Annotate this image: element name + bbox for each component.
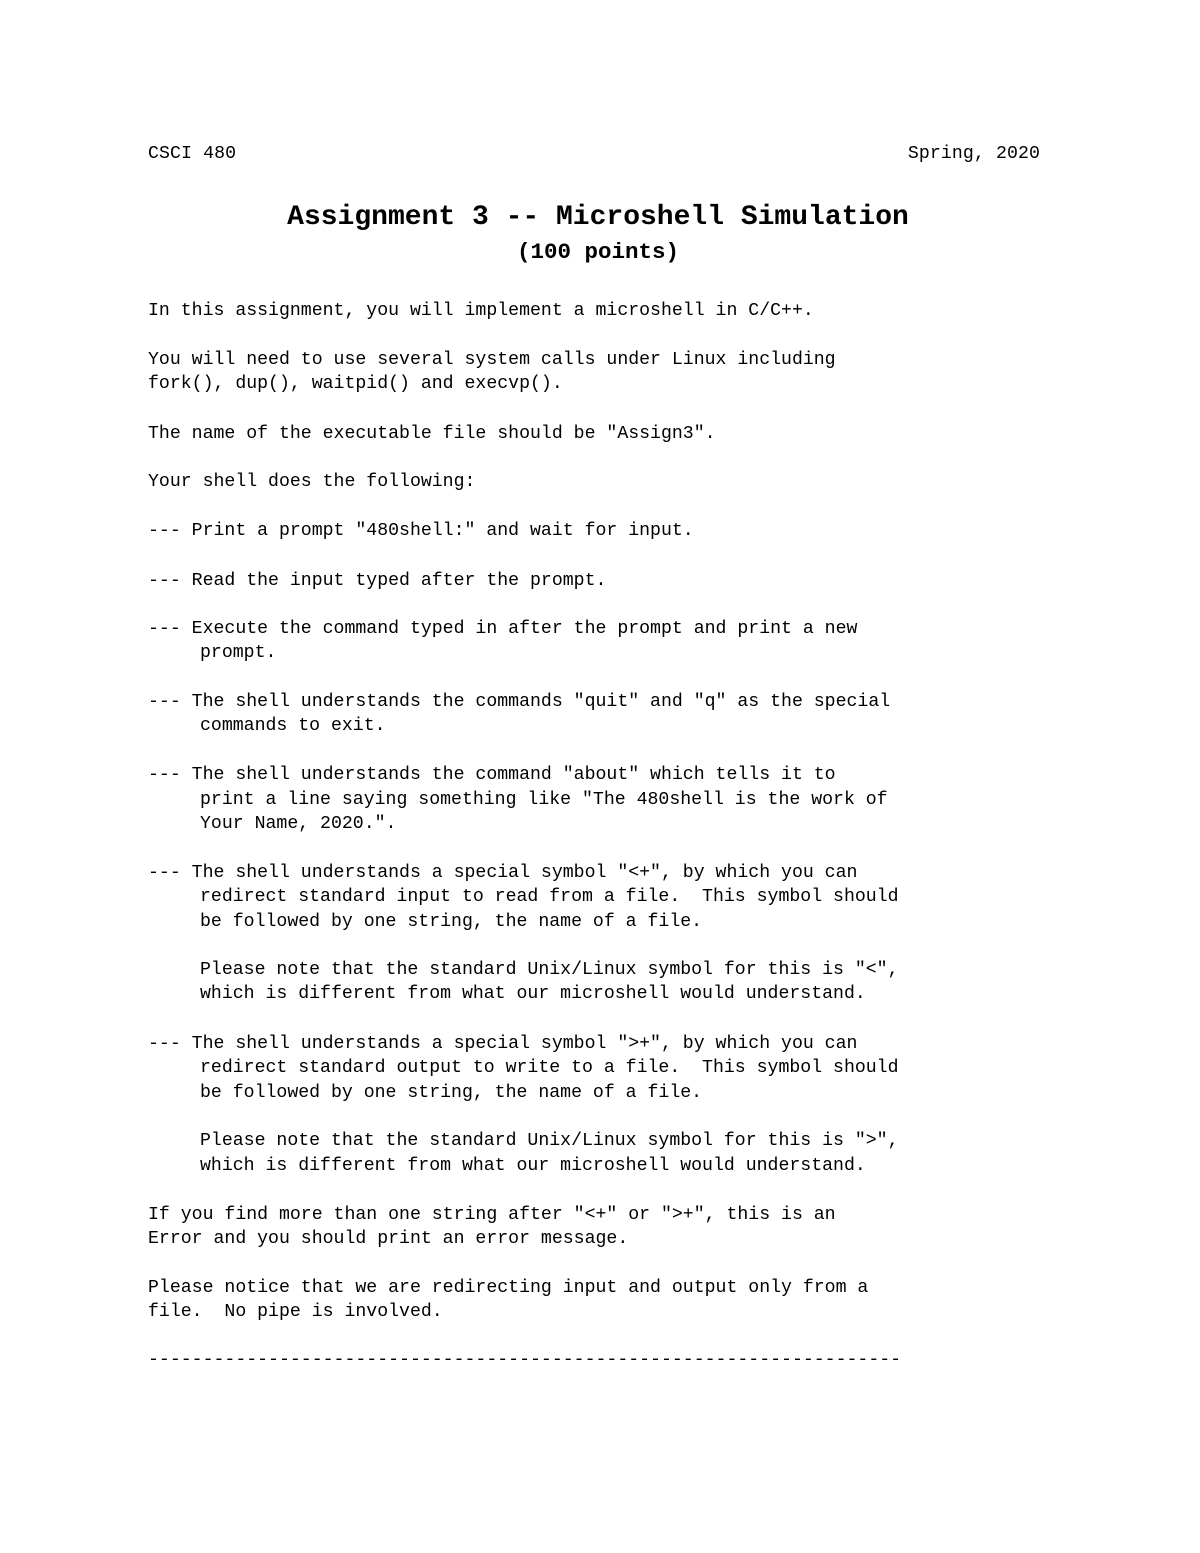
assignment-title: Assignment 3 -- Microshell Simulation bbox=[287, 202, 909, 233]
list-item-continuation: prompt. bbox=[200, 643, 277, 663]
error-paragraph-line-2: Error and you should print an error message. bbox=[148, 1229, 629, 1249]
shell-behavior-heading: Your shell does the following: bbox=[148, 472, 476, 492]
system-calls-line-1: You will need to use several system calls under Linux including bbox=[148, 350, 836, 370]
list-item-note: Please note that the standard Unix/Linux symbol for this is ">", bbox=[200, 1131, 899, 1151]
notice-paragraph-line-2: file. No pipe is involved. bbox=[148, 1302, 443, 1322]
list-item-continuation: redirect standard output to write to a file. This symbol should bbox=[200, 1058, 899, 1078]
notice-paragraph-line-1: Please notice that we are redirecting input and output only from a bbox=[148, 1278, 869, 1298]
list-item: --- Read the input typed after the prompt. bbox=[148, 571, 607, 591]
list-item-note: which is different from what our microshell would understand. bbox=[200, 984, 866, 1004]
list-item-continuation: redirect standard input to read from a file. This symbol should bbox=[200, 887, 899, 907]
list-item-continuation: commands to exit. bbox=[200, 716, 386, 736]
term-label: Spring, 2020 bbox=[907, 144, 1040, 164]
list-item: --- The shell understands a special symbol "<+", by which you can bbox=[148, 863, 858, 883]
list-item: --- The shell understands the commands "quit" and "q" as the special bbox=[148, 692, 891, 712]
list-item: --- The shell understands a special symbol ">+", by which you can bbox=[148, 1034, 858, 1054]
list-item-continuation: Your Name, 2020.". bbox=[200, 814, 397, 834]
list-item-note: which is different from what our microshell would understand. bbox=[200, 1156, 866, 1176]
list-item-continuation: print a line saying something like "The 480shell is the work of bbox=[200, 790, 888, 810]
list-item: --- The shell understands the command "about" which tells it to bbox=[148, 765, 836, 785]
intro-paragraph: In this assignment, you will implement a microshell in C/C++. bbox=[148, 301, 814, 321]
error-paragraph-line-1: If you find more than one string after "<+" or ">+", this is an bbox=[148, 1205, 836, 1225]
list-item: --- Print a prompt "480shell:" and wait for input. bbox=[148, 521, 694, 541]
list-item-continuation: be followed by one string, the name of a file. bbox=[200, 1083, 703, 1103]
executable-name-line: The name of the executable file should be "Assign3". bbox=[148, 424, 716, 444]
course-code: CSCI 480 bbox=[148, 144, 237, 164]
list-item-continuation: be followed by one string, the name of a file. bbox=[200, 912, 703, 932]
list-item: --- Execute the command typed in after the prompt and print a new bbox=[148, 619, 858, 639]
document-header bbox=[148, 141, 1040, 167]
system-calls-line-2: fork(), dup(), waitpid() and execvp(). bbox=[148, 374, 563, 394]
list-item-note: Please note that the standard Unix/Linux symbol for this is "<", bbox=[200, 960, 899, 980]
section-divider: --------------------------------------------------------------------- bbox=[148, 1350, 902, 1370]
assignment-points: (100 points) bbox=[516, 239, 680, 265]
